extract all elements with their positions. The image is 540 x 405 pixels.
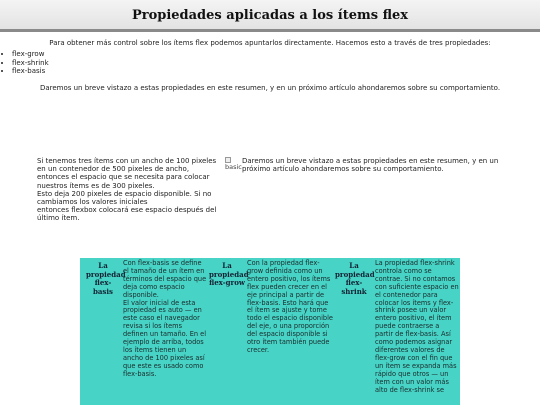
flex-properties-panel: [80, 258, 460, 405]
column-text-flex-shrink: [375, 260, 459, 394]
list-item: • flex-basis: [12, 67, 49, 76]
title-bar: [0, 0, 540, 32]
explanation-line: Si tenemos tres ítems con un ancho de 100 pixeles en un contenedor de 500 pixeles de ancho,: [37, 157, 217, 174]
column-text-flex-grow: [247, 260, 333, 355]
image-caption: Daremos un breve vistazo a estas propiedades en este resumen, y en un próximo artículo ahondaremos sobre su comportamiento.: [242, 157, 499, 174]
page-title: Propiedades aplicadas a los ítems flex: [131, 8, 409, 23]
column-heading-flex-grow: La propiedad flex-grow: [209, 261, 249, 287]
explanation-line: entonces el espacio que se necesita para colocar nuestros ítems es de 300 pixeles.: [37, 173, 210, 190]
column-paragraph: Con flex-basis se define el tamaño de un ítem en términos del espacio que deja como espacio disponible.: [123, 259, 207, 299]
intro-paragraph: Para obtener más control sobre los ítems flex podemos apuntarlos directamente. Hacemos esto a través de tres propiedades:: [49, 39, 491, 47]
image-alt-text: basic: [225, 163, 242, 171]
column-text-flex-basis: [123, 260, 207, 379]
summary-paragraph: Daremos un breve vistazo a estas propiedades en este resumen, y en un próximo artículo ahondaremos sobre su comportamiento.: [39, 84, 501, 92]
broken-image: [225, 157, 243, 169]
property-list: [0, 50, 49, 76]
column-paragraph: Con la propiedad flex-grow definida como un entero positivo, los ítems flex pueden crecer en el eje principal a partir de flex-basis. Esto hará que el ítem se ajuste y tome todo el espacio disponible del eje, o una proporción del espacio disponible si otro ítem también puede crecer.: [247, 259, 333, 354]
list-item: • flex-grow: [12, 50, 49, 59]
column-heading-flex-shrink: La propiedad flex-shrink: [335, 261, 375, 296]
column-heading-flex-basis: La propiedad flex-basis: [86, 261, 126, 296]
column-paragraph: La propiedad flex-shrink controla como se contrae. Si no contamos con suficiente espacio en el contenedor para colocar los ítems y flex-shrink posee un valor entero positivo, el ítem puede contraerse a partir de flex-basis. Así como podemos asignar diferentes valores de flex-grow con el fin que un ítem se expanda más rápido que otros — un ítem con un valor más alto de flex-shrink se: [375, 259, 459, 394]
column-paragraph: El valor inicial de esta propiedad es auto — en este caso el navegador revisa si los ítems definen un tamaño. En el ejemplo de arriba, todos los ítems tienen un ancho de 100 pixeles así que este es usado como flex-basis.: [123, 298, 207, 378]
list-item: • flex-shrink: [12, 59, 49, 68]
explanation-paragraph: [37, 157, 227, 223]
explanation-line: entonces flexbox colocará ese espacio después del último ítem.: [37, 206, 217, 223]
explanation-line: Esto deja 200 pixeles de espacio disponible. Si no cambiamos los valores iniciales: [37, 189, 212, 207]
